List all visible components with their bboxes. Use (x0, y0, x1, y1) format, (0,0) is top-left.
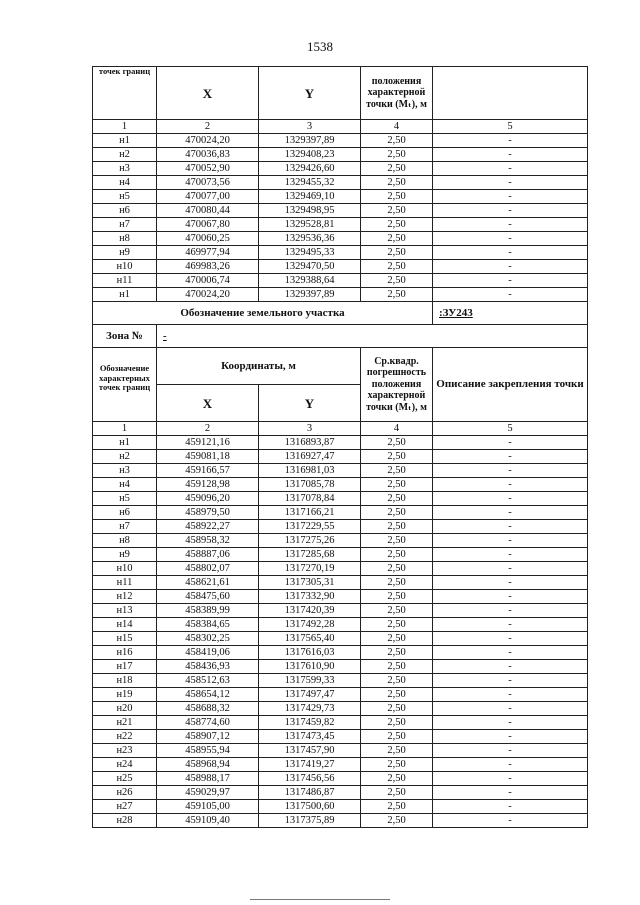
description-value: - (433, 534, 588, 548)
accuracy-value: 2,50 (361, 758, 433, 772)
accuracy-value: 2,50 (361, 800, 433, 814)
table-row (93, 176, 588, 190)
x-value: 459166,57 (157, 464, 259, 478)
description-value: - (433, 190, 588, 204)
parcel-row (93, 302, 588, 325)
point-label: н2 (93, 148, 157, 162)
zone-label: Зона № (93, 325, 157, 348)
accuracy-value: 2,50 (361, 730, 433, 744)
point-label: н26 (93, 786, 157, 800)
x-value: 459121,16 (157, 436, 259, 450)
description-value: - (433, 814, 588, 828)
point-label: н10 (93, 260, 157, 274)
parcel-label: Обозначение земельного участка (93, 302, 433, 325)
y-value: 1317420,39 (259, 604, 361, 618)
table-row (93, 450, 588, 464)
parcel-value: :ЗУ243 (433, 302, 588, 325)
table-row (93, 464, 588, 478)
x-value: 470006,74 (157, 274, 259, 288)
description-value: - (433, 134, 588, 148)
description-value: - (433, 772, 588, 786)
x-value: 470077,00 (157, 190, 259, 204)
accuracy-value: 2,50 (361, 702, 433, 716)
table-row (93, 562, 588, 576)
x-value: 459096,20 (157, 492, 259, 506)
table-row (93, 814, 588, 828)
point-label: н19 (93, 688, 157, 702)
accuracy-value: 2,50 (361, 246, 433, 260)
header-coordinates: Координаты, м (157, 348, 361, 385)
description-value: - (433, 260, 588, 274)
accuracy-value: 2,50 (361, 534, 433, 548)
y-value: 1317500,60 (259, 800, 361, 814)
accuracy-value: 2,50 (361, 492, 433, 506)
description-value: - (433, 506, 588, 520)
accuracy-value: 2,50 (361, 260, 433, 274)
table-row (93, 148, 588, 162)
y-value: 1317078,84 (259, 492, 361, 506)
x-value: 458654,12 (157, 688, 259, 702)
point-label: н4 (93, 478, 157, 492)
point-label: н3 (93, 162, 157, 176)
col-number: 2 (157, 422, 259, 436)
description-value: - (433, 758, 588, 772)
description-value: - (433, 604, 588, 618)
table-row (93, 772, 588, 786)
description-value: - (433, 744, 588, 758)
description-value: - (433, 274, 588, 288)
accuracy-value: 2,50 (361, 190, 433, 204)
table-row (93, 288, 588, 302)
y-value: 1317285,68 (259, 548, 361, 562)
description-value: - (433, 646, 588, 660)
x-value: 458436,93 (157, 660, 259, 674)
col-number: 1 (93, 120, 157, 134)
header-description: Описание закрепления точки (433, 348, 588, 422)
page-number: 1538 (307, 39, 333, 54)
accuracy-value: 2,50 (361, 688, 433, 702)
description-value: - (433, 618, 588, 632)
x-value: 458907,12 (157, 730, 259, 744)
accuracy-value: 2,50 (361, 562, 433, 576)
point-label: н20 (93, 702, 157, 716)
table-row (93, 744, 588, 758)
accuracy-value: 2,50 (361, 548, 433, 562)
description-value: - (433, 590, 588, 604)
description-value: - (433, 800, 588, 814)
x-value: 458774,60 (157, 716, 259, 730)
point-label: н9 (93, 246, 157, 260)
accuracy-value: 2,50 (361, 148, 433, 162)
table-row (93, 632, 588, 646)
header-designation: Обозначение характерных точек границ (93, 348, 157, 422)
header-y: Y (259, 67, 361, 120)
header-points: точек границ (93, 67, 157, 120)
y-value: 1317486,87 (259, 786, 361, 800)
table-row (93, 590, 588, 604)
table-row (93, 618, 588, 632)
description-value: - (433, 436, 588, 450)
point-label: н7 (93, 520, 157, 534)
table-row (93, 730, 588, 744)
table-row (93, 646, 588, 660)
y-value: 1329470,50 (259, 260, 361, 274)
col-number: 5 (433, 120, 588, 134)
point-label: н13 (93, 604, 157, 618)
table-row (93, 260, 588, 274)
x-value: 470052,90 (157, 162, 259, 176)
accuracy-value: 2,50 (361, 232, 433, 246)
section2-header-row (93, 348, 588, 385)
x-value: 470080,44 (157, 204, 259, 218)
section1-number-row (93, 120, 588, 134)
description-value: - (433, 674, 588, 688)
table-row (93, 674, 588, 688)
description-value: - (433, 288, 588, 302)
x-value: 470060,25 (157, 232, 259, 246)
accuracy-value: 2,50 (361, 520, 433, 534)
accuracy-value: 2,50 (361, 618, 433, 632)
description-value: - (433, 562, 588, 576)
description-value: - (433, 464, 588, 478)
table-row (93, 232, 588, 246)
table-row (93, 478, 588, 492)
description-value: - (433, 702, 588, 716)
accuracy-value: 2,50 (361, 576, 433, 590)
x-value: 458988,17 (157, 772, 259, 786)
col-number: 4 (361, 120, 433, 134)
point-label: н24 (93, 758, 157, 772)
point-label: н21 (93, 716, 157, 730)
description-value: - (433, 576, 588, 590)
x-value: 458419,06 (157, 646, 259, 660)
header-x: X (157, 67, 259, 120)
accuracy-value: 2,50 (361, 464, 433, 478)
description-value: - (433, 204, 588, 218)
accuracy-value: 2,50 (361, 604, 433, 618)
description-value: - (433, 162, 588, 176)
description-value: - (433, 450, 588, 464)
x-value: 470024,20 (157, 288, 259, 302)
accuracy-value: 2,50 (361, 716, 433, 730)
y-value: 1317565,40 (259, 632, 361, 646)
description-value: - (433, 716, 588, 730)
header-y: Y (259, 385, 361, 422)
description-value: - (433, 478, 588, 492)
point-label: н8 (93, 534, 157, 548)
y-value: 1329397,89 (259, 288, 361, 302)
y-value: 1329388,64 (259, 274, 361, 288)
table-row (93, 190, 588, 204)
description-value: - (433, 176, 588, 190)
x-value: 469983,26 (157, 260, 259, 274)
y-value: 1317456,56 (259, 772, 361, 786)
x-value: 459128,98 (157, 478, 259, 492)
point-label: н16 (93, 646, 157, 660)
point-label: н22 (93, 730, 157, 744)
col-number: 4 (361, 422, 433, 436)
accuracy-value: 2,50 (361, 646, 433, 660)
table-row (93, 274, 588, 288)
y-value: 1317305,31 (259, 576, 361, 590)
accuracy-value: 2,50 (361, 288, 433, 302)
zone-value: - (157, 325, 588, 348)
x-value: 458302,25 (157, 632, 259, 646)
accuracy-value: 2,50 (361, 436, 433, 450)
description-value: - (433, 218, 588, 232)
point-label: н6 (93, 506, 157, 520)
point-label: н8 (93, 232, 157, 246)
y-value: 1316981,03 (259, 464, 361, 478)
y-value: 1317166,21 (259, 506, 361, 520)
table-row (93, 204, 588, 218)
point-label: н11 (93, 274, 157, 288)
accuracy-value: 2,50 (361, 590, 433, 604)
header-x: X (157, 385, 259, 422)
accuracy-value: 2,50 (361, 204, 433, 218)
point-label: н4 (93, 176, 157, 190)
accuracy-value: 2,50 (361, 786, 433, 800)
table-row (93, 716, 588, 730)
y-value: 1317419,27 (259, 758, 361, 772)
table-row (93, 800, 588, 814)
col-number: 5 (433, 422, 588, 436)
table-row (93, 758, 588, 772)
description-value: - (433, 688, 588, 702)
table-row (93, 246, 588, 260)
description-value: - (433, 548, 588, 562)
table-row (93, 660, 588, 674)
accuracy-value: 2,50 (361, 450, 433, 464)
x-value: 458887,06 (157, 548, 259, 562)
table-row (93, 534, 588, 548)
point-label: н2 (93, 450, 157, 464)
table-row (93, 688, 588, 702)
table-row (93, 604, 588, 618)
x-value: 459029,97 (157, 786, 259, 800)
y-value: 1317375,89 (259, 814, 361, 828)
y-value: 1329426,60 (259, 162, 361, 176)
y-value: 1317270,19 (259, 562, 361, 576)
table-row (93, 436, 588, 450)
accuracy-value: 2,50 (361, 744, 433, 758)
accuracy-value: 2,50 (361, 632, 433, 646)
x-value: 470024,20 (157, 134, 259, 148)
description-value: - (433, 786, 588, 800)
y-value: 1316927,47 (259, 450, 361, 464)
accuracy-value: 2,50 (361, 162, 433, 176)
description-value: - (433, 232, 588, 246)
point-label: н28 (93, 814, 157, 828)
x-value: 458384,65 (157, 618, 259, 632)
x-value: 458922,27 (157, 520, 259, 534)
accuracy-value: 2,50 (361, 660, 433, 674)
point-label: н1 (93, 288, 157, 302)
y-value: 1329495,33 (259, 246, 361, 260)
description-value: - (433, 492, 588, 506)
col-number: 3 (259, 120, 361, 134)
y-value: 1317599,33 (259, 674, 361, 688)
y-value: 1329528,81 (259, 218, 361, 232)
point-label: н17 (93, 660, 157, 674)
x-value: 469977,94 (157, 246, 259, 260)
y-value: 1317085,78 (259, 478, 361, 492)
point-label: н23 (93, 744, 157, 758)
y-value: 1329408,23 (259, 148, 361, 162)
y-value: 1317492,28 (259, 618, 361, 632)
x-value: 458389,99 (157, 604, 259, 618)
x-value: 458621,61 (157, 576, 259, 590)
x-value: 459081,18 (157, 450, 259, 464)
point-label: н18 (93, 674, 157, 688)
description-value: - (433, 246, 588, 260)
description-value: - (433, 730, 588, 744)
section2-number-row (93, 422, 588, 436)
accuracy-value: 2,50 (361, 814, 433, 828)
table-row (93, 134, 588, 148)
accuracy-value: 2,50 (361, 134, 433, 148)
table-row (93, 162, 588, 176)
point-label: н3 (93, 464, 157, 478)
description-value: - (433, 660, 588, 674)
point-label: н11 (93, 576, 157, 590)
y-value: 1317229,55 (259, 520, 361, 534)
col-number: 1 (93, 422, 157, 436)
y-value: 1329536,36 (259, 232, 361, 246)
x-value: 459105,00 (157, 800, 259, 814)
accuracy-value: 2,50 (361, 772, 433, 786)
accuracy-value: 2,50 (361, 674, 433, 688)
point-label: н12 (93, 590, 157, 604)
table-row (93, 702, 588, 716)
x-value: 459109,40 (157, 814, 259, 828)
y-value: 1317473,45 (259, 730, 361, 744)
description-value: - (433, 520, 588, 534)
accuracy-value: 2,50 (361, 176, 433, 190)
point-label: н7 (93, 218, 157, 232)
x-value: 458802,07 (157, 562, 259, 576)
section1-header-row (93, 67, 588, 120)
accuracy-value: 2,50 (361, 506, 433, 520)
y-value: 1317616,03 (259, 646, 361, 660)
accuracy-value: 2,50 (361, 218, 433, 232)
header-description (433, 67, 588, 120)
point-label: н5 (93, 190, 157, 204)
col-number: 3 (259, 422, 361, 436)
point-label: н1 (93, 134, 157, 148)
y-value: 1329397,89 (259, 134, 361, 148)
table-row (93, 492, 588, 506)
y-value: 1329498,95 (259, 204, 361, 218)
zone-row (93, 325, 588, 348)
table-row (93, 576, 588, 590)
point-label: н27 (93, 800, 157, 814)
point-label: н10 (93, 562, 157, 576)
x-value: 458955,94 (157, 744, 259, 758)
x-value: 458968,94 (157, 758, 259, 772)
y-value: 1317275,26 (259, 534, 361, 548)
x-value: 458958,32 (157, 534, 259, 548)
accuracy-value: 2,50 (361, 274, 433, 288)
y-value: 1317429,73 (259, 702, 361, 716)
x-value: 458688,32 (157, 702, 259, 716)
y-value: 1317459,82 (259, 716, 361, 730)
table-row (93, 548, 588, 562)
table-row (93, 520, 588, 534)
y-value: 1317332,90 (259, 590, 361, 604)
y-value: 1329469,10 (259, 190, 361, 204)
x-value: 470036,83 (157, 148, 259, 162)
accuracy-value: 2,50 (361, 478, 433, 492)
description-value: - (433, 148, 588, 162)
x-value: 458512,63 (157, 674, 259, 688)
y-value: 1317610,90 (259, 660, 361, 674)
point-label: н1 (93, 436, 157, 450)
header-accuracy: Ср.квадр. погрешность положения характерной точки (Мₜ), м (361, 348, 433, 422)
point-label: н5 (93, 492, 157, 506)
point-label: н14 (93, 618, 157, 632)
y-value: 1317497,47 (259, 688, 361, 702)
x-value: 458475,60 (157, 590, 259, 604)
coordinates-table (92, 66, 588, 828)
table-row (93, 786, 588, 800)
footer-line (250, 899, 390, 900)
x-value: 470067,80 (157, 218, 259, 232)
y-value: 1316893,87 (259, 436, 361, 450)
y-value: 1329455,32 (259, 176, 361, 190)
y-value: 1317457,90 (259, 744, 361, 758)
header-accuracy: положения характерной точки (Мₜ), м (361, 67, 433, 120)
x-value: 470073,56 (157, 176, 259, 190)
col-number: 2 (157, 120, 259, 134)
description-value: - (433, 632, 588, 646)
x-value: 458979,50 (157, 506, 259, 520)
table-row (93, 506, 588, 520)
point-label: н9 (93, 548, 157, 562)
point-label: н15 (93, 632, 157, 646)
point-label: н25 (93, 772, 157, 786)
table-row (93, 218, 588, 232)
point-label: н6 (93, 204, 157, 218)
